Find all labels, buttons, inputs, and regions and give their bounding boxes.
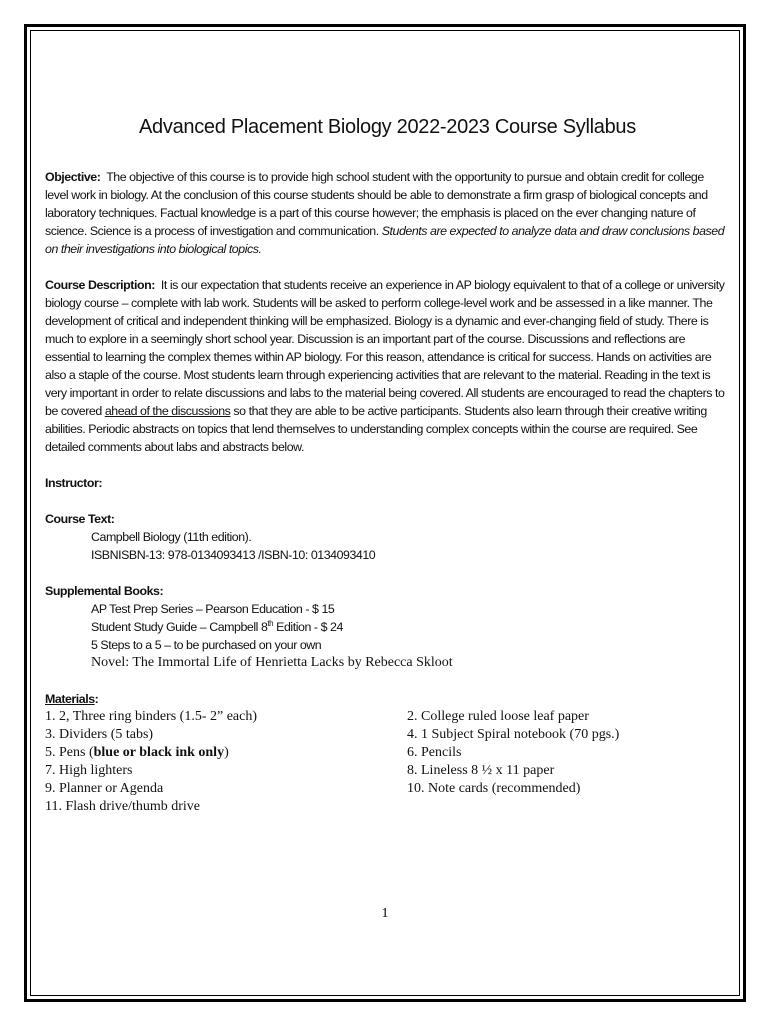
objective-italic-text: Students are expected to analyze data and draw conclusions based on their investigations into biological topics. [45, 224, 725, 256]
objective-label: Objective: [45, 170, 101, 184]
supplemental-book-novel: Novel: The Immortal Life of Henrietta Lacks by Rebecca Skloot [91, 655, 453, 670]
supplemental-book-2-text: Student Study Guide – Campbell 8 [91, 620, 268, 634]
supplemental-books-label: Supplemental Books: [45, 584, 164, 598]
course-description-text: It is our expectation that students receive an experience in AP biology equivalent to that of a college or university biology course – complete with lab work. Students will be asked to perform college-level work and be assessed in a like manner. The development of critical and independent thinking will be emphasized. Biology is a dynamic and ever-changing field of study. There is much to explore in a seemingly short school year. Discussion is an important part of the course. Discussions and reflections are essential to learning the complex themes within AP biology. For this reason, attendance is critical for success. Hands on activities are also a staple of the course. Most students learn through experiencing activities that are relevant to the material. Reading in the text is very important in order to relate discussions and labs to the material being covered. All students are encouraged to read the chapters to be covered [45, 278, 725, 418]
pens-close: ) [224, 745, 229, 760]
material-item: 7. High lighters [45, 763, 133, 778]
material-item: 8. Lineless 8 ½ x 11 paper [407, 763, 555, 778]
course-description-paragraph [45, 276, 730, 456]
course-text-book: Campbell Biology (11th edition). [91, 530, 252, 544]
supplemental-book-2 [45, 618, 730, 636]
objective-text: The objective of this course is to provide high school student with the opportunity to pursue and obtain credit for college level work in biology. At the conclusion of this course students should be able to demonstrate a firm grasp of biological concepts and laboratory techniques. Factual knowledge is a part of this course however; the emphasis is placed on the ever changing nature of science. Science is a process of investigation and communication. [45, 170, 708, 238]
course-text-label: Course Text: [45, 512, 115, 526]
superscript-th: th [267, 618, 274, 628]
supplemental-book-2-edition: Edition - $ 24 [273, 620, 343, 634]
material-item: 10. Note cards (recommended) [407, 781, 581, 796]
materials-heading [45, 690, 730, 708]
materials-colon: : [94, 692, 99, 706]
course-text-isbn: ISBNISBN-13: 978-0134093413 /ISBN-10: 0134093410 [91, 548, 376, 562]
pens-bold-text: blue or black ink only [93, 745, 225, 760]
material-item: 2. College ruled loose leaf paper [407, 709, 589, 724]
objective-paragraph [45, 168, 730, 258]
ahead-of-discussions-underlined: ahead of the discussions [104, 404, 231, 418]
document-content [45, 112, 730, 816]
materials-list [45, 708, 730, 816]
page-number: 1 [381, 906, 389, 921]
material-item: 6. Pencils [407, 745, 462, 760]
pens-text: 5. Pens ( [45, 745, 94, 760]
document-title: Advanced Placement Biology 2022-2023 Course Syllabus [139, 116, 636, 138]
materials-label: Materials [45, 692, 95, 706]
material-item: 1. 2, Three ring binders (1.5- 2” each) [45, 709, 257, 724]
supplemental-book-3: 5 Steps to a 5 – to be purchased on your own [91, 638, 322, 652]
material-item: 3. Dividers (5 tabs) [45, 727, 154, 742]
material-item [45, 744, 407, 762]
material-item: 9. Planner or Agenda [45, 781, 164, 796]
material-item: 11. Flash drive/thumb drive [45, 799, 201, 814]
course-description-label: Course Description: [45, 278, 155, 292]
supplemental-books-section [45, 582, 730, 672]
course-text-section [45, 510, 730, 564]
instructor-label: Instructor: [45, 476, 103, 490]
materials-section [45, 690, 730, 816]
material-item: 4. 1 Subject Spiral notebook (70 pgs.) [407, 727, 620, 742]
supplemental-book-1: AP Test Prep Series – Pearson Education - $ 15 [91, 602, 335, 616]
course-description-text-end: so that they are able to be active participants. Students also learn through their creative writing abilities. Periodic abstracts on topics that lend themselves to understanding complex concepts within the course are required. See detailed comments about labs and abstracts below. [45, 404, 707, 454]
